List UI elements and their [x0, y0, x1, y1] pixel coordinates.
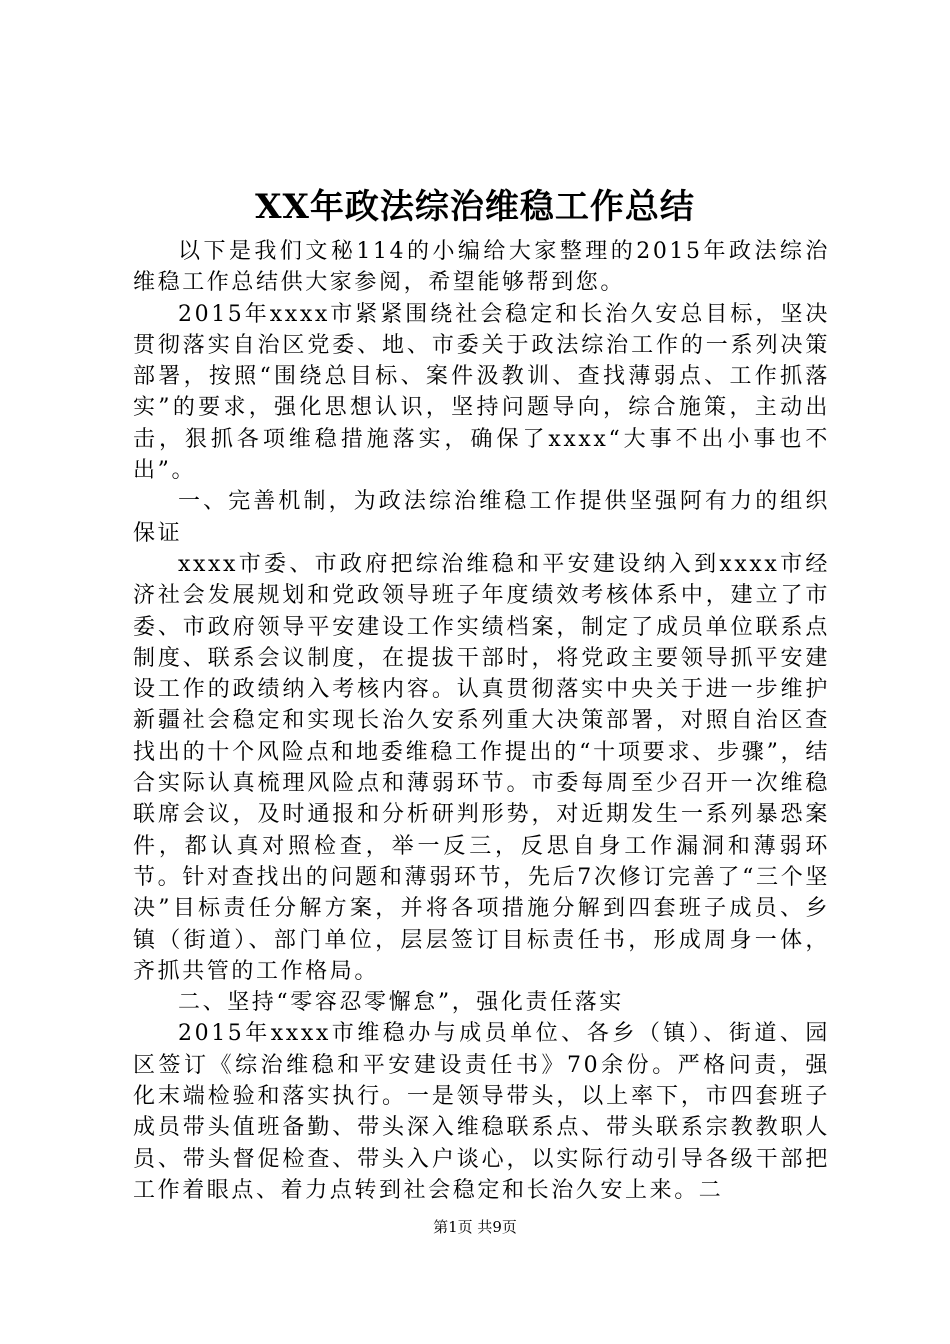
page-footer: 第1页 共9页 — [433, 1218, 517, 1236]
section-heading-2: 二、坚持“零容忍零懈怠”，强化责任落实 — [178, 990, 624, 1016]
paragraph-overview: 2015年xxxx市紧紧围绕社会稳定和长治久安总目标，坚决贯彻落实自治区党委、地、市委关于政法综治工作的一系列决策部署，按照“围绕总目标、案件汲教训、查找薄弱点、工作抓落实”的要求，强化思想认识，坚持问题导向，综合施策，主动出击，狠抓各项维稳措施落实，确保了xxxx“大事不出小事也不出”。 — [133, 301, 830, 484]
paragraph-section-2: 2015年xxxx市维稳办与成员单位、各乡（镇）、街道、园区签订《综治维稳和平安建设责任书》70余份。严格问责，强化末端检验和落实执行。一是领导带头，以上率下，市四套班子成员带头值班备勤、带头深入维稳联系点、带头联系宗教教职人员、带头督促检查、带头入户谈心，以实际行动引导各级干部把工作着眼点、着力点转到社会稳定和长治久安上来。二 — [133, 1021, 830, 1203]
document-body — [133, 236, 830, 1206]
section-heading-1: 一、完善机制，为政法综治维稳工作提供坚强阿有力的组织保证 — [133, 489, 830, 546]
paragraph-section-1: xxxx市委、市政府把综治维稳和平安建设纳入到xxxx市经济社会发展规划和党政领导班子年度绩效考核体系中，建立了市委、市政府领导平安建设工作实绩档案，制定了成员单位联系点制度、联系会议制度，在提拔干部时，将党政主要领导抓平安建设工作的政绩纳入考核内容。认真贯彻落实中央关于进一步维护新疆社会稳定和实现长治久安系列重大决策部署，对照自治区查找出的十个风险点和地委维稳工作提出的“十项要求、步骤”，结合实际认真梳理风险点和薄弱环节。市委每周至少召开一次维稳联席会议，及时通报和分析研判形势，对近期发生一系列暴恐案件，都认真对照检查，举一反三，反思自身工作漏洞和薄弱环节。针对查找出的问题和薄弱环节，先后7次修订完善了“三个坚决”目标责任分解方案，并将各项措施分解到四套班子成员、乡镇（街道）、部门单位，层层签订目标责任书，形成周身一体，齐抓共管的工作格局。 — [133, 551, 830, 984]
document-title: XX年政法综治维稳工作总结 — [255, 187, 695, 227]
paragraph-intro: 以下是我们文秘114的小编给大家整理的2015年政法综治维稳工作总结供大家参阅，希望能够帮到您。 — [133, 239, 830, 296]
